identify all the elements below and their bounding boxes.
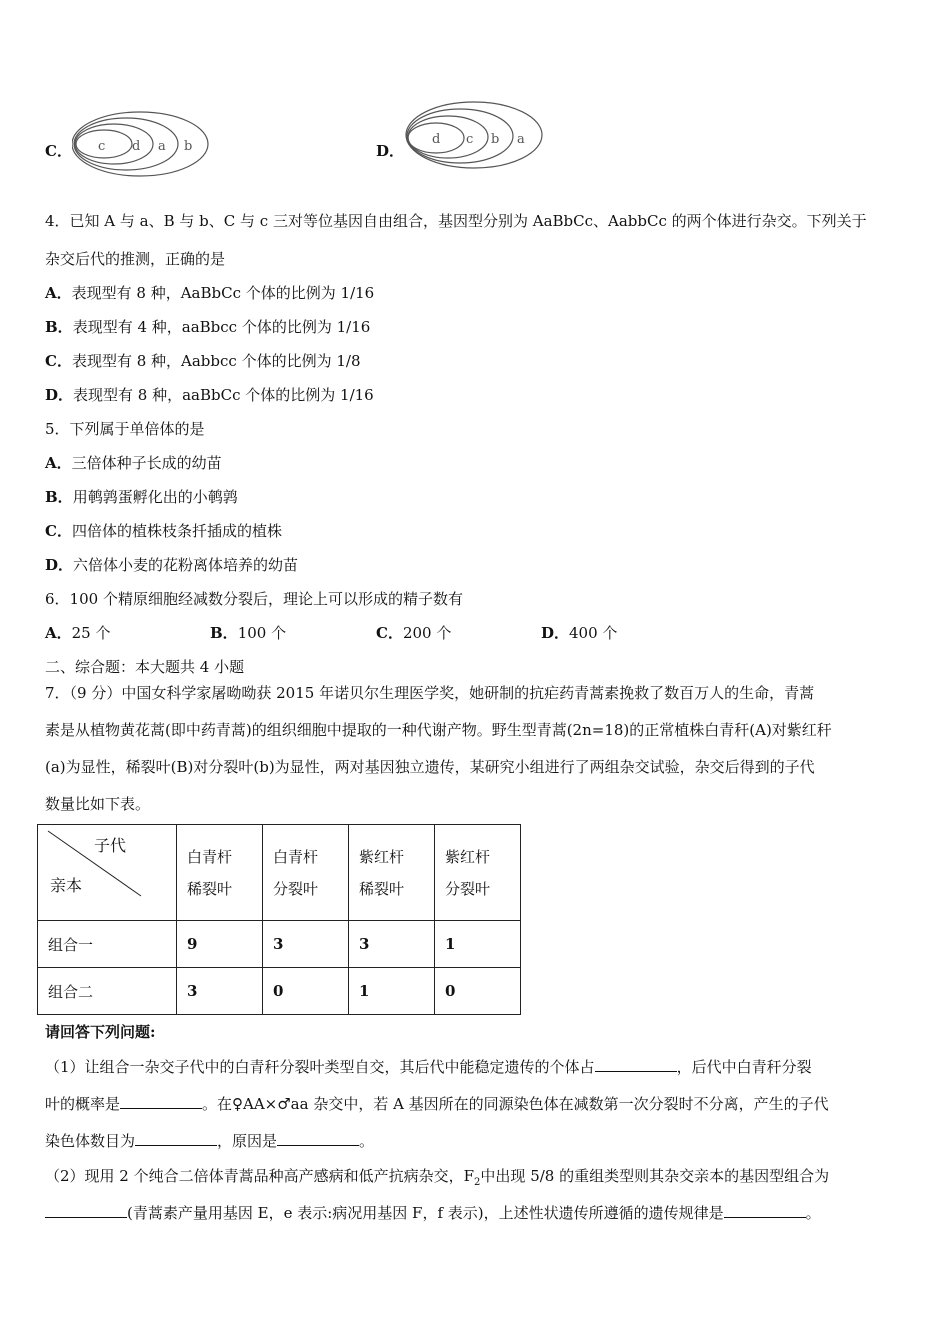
answer-blank[interactable] bbox=[277, 1131, 359, 1146]
q7-stem-line3: (a)为显性，稀裂叶(B)对分裂叶(b)为显性，两对基因独立遗传，某研究小组进行了两组杂交试验，杂交后得到的子代 bbox=[45, 758, 815, 776]
ellipse-label: b bbox=[491, 132, 500, 147]
table-corner-cell bbox=[38, 825, 177, 921]
row-label: 组合一 bbox=[38, 921, 177, 968]
table-cell: 3 bbox=[177, 968, 263, 1015]
q5-stem: 5．下列属于单倍体的是 bbox=[45, 420, 205, 438]
answer-blank[interactable] bbox=[724, 1203, 806, 1218]
q7-part2-line2: (青蒿素产量用基因 E，e 表示:病况用基因 F，f 表示)，上述性状遗传所遵循的遗传规律是 。 bbox=[45, 1202, 821, 1223]
table-cell: 3 bbox=[263, 921, 349, 968]
q5-option-b: B．用鹌鹑蛋孵化出的小鹌鹑 bbox=[45, 488, 238, 506]
corner-bottom-label: 亲本 bbox=[50, 876, 83, 895]
corner-top-label: 子代 bbox=[94, 836, 127, 855]
q4-stem-cont: 杂交后代的推测，正确的是 bbox=[45, 250, 226, 268]
table-cell: 0 bbox=[435, 968, 521, 1015]
q4-option-d: D．表现型有 8 种，aaBbCc 个体的比例为 1/16 bbox=[45, 386, 374, 404]
ellipse-label: d bbox=[432, 132, 441, 147]
answer-blank[interactable] bbox=[45, 1203, 127, 1218]
ellipse-label: b bbox=[184, 139, 193, 154]
q7-part1-line3: 染色体数目为 ，原因是 。 bbox=[45, 1132, 375, 1150]
ellipse-label: c bbox=[98, 139, 106, 154]
ellipse-label: a bbox=[517, 132, 525, 147]
q6-option-b: B．100 个 bbox=[210, 624, 287, 642]
q7-part2-line1: （2）现用 2 个纯合二倍体青蒿品种高产感病和低产抗病杂交，$F_2$中出现 5/8 的重组类型则其杂交亲本的基因型组合为 bbox=[45, 1167, 830, 1188]
column-header: 紫红杆 分裂叶 bbox=[435, 825, 521, 921]
q4-option-c: C．表现型有 8 种，Aabbcc 个体的比例为 1/8 bbox=[45, 352, 361, 370]
answer-blank[interactable] bbox=[120, 1094, 202, 1109]
q7-stem-line1: 7．（9 分）中国女科学家屠呦呦获 2015 年诺贝尔生理医学奖，她研制的抗疟药青蒿素挽救了数百万人的生命，青蒿 bbox=[45, 684, 815, 702]
q6-option-a: A．25 个 bbox=[45, 624, 111, 642]
q5-option-c: C．四倍体的植株枝条扦插成的植株 bbox=[45, 522, 282, 540]
q7-data-table bbox=[37, 824, 521, 1015]
q6-stem: 6．100 个精原细胞经减数分裂后，理论上可以形成的精子数有 bbox=[45, 590, 463, 608]
table-cell: 9 bbox=[177, 921, 263, 968]
q7-prompt: 请回答下列问题: bbox=[45, 1023, 156, 1041]
answer-blank[interactable] bbox=[135, 1131, 217, 1146]
table-row bbox=[38, 921, 521, 968]
table-cell: 3 bbox=[349, 921, 435, 968]
q4-option-b: B．表现型有 4 种，aaBbcc 个体的比例为 1/16 bbox=[45, 318, 371, 336]
ellipse-2 bbox=[75, 124, 153, 164]
diagram-c-label: C． bbox=[45, 142, 72, 160]
q7-part1-line2: 叶的概率是 。在♀AA×♂aa 杂交中，若 A 基因所在的同源染色体在减数第一次分裂时不分离，产生的子代 bbox=[45, 1095, 829, 1113]
table-header-row bbox=[38, 825, 521, 921]
q6-option-c: C．200 个 bbox=[376, 624, 452, 642]
table-cell: 1 bbox=[435, 921, 521, 968]
q6-option-d: D．400 个 bbox=[541, 624, 618, 642]
q5-option-d: D．六倍体小麦的花粉离体培养的幼苗 bbox=[45, 556, 299, 574]
q4-stem: 4．已知 A 与 a、B 与 b、C 与 c 三对等位基因自由组合，基因型分别为 AaBbCc、AabbCc 的两个体进行杂交。下列关于 bbox=[45, 212, 867, 230]
answer-blank[interactable] bbox=[595, 1057, 677, 1072]
q5-option-a: A．三倍体种子长成的幼苗 bbox=[45, 454, 222, 472]
diagram-d-venn bbox=[404, 98, 546, 170]
ellipse-label: d bbox=[132, 139, 141, 154]
table-cell: 1 bbox=[349, 968, 435, 1015]
q7-stem-line4: 数量比如下表。 bbox=[45, 795, 151, 813]
diagram-c-venn bbox=[72, 106, 214, 178]
q4-option-a: A．表现型有 8 种，AaBbCc 个体的比例为 1/16 bbox=[45, 284, 375, 302]
ellipse-label: a bbox=[158, 139, 166, 154]
row-label: 组合二 bbox=[38, 968, 177, 1015]
column-header: 白青杆 分裂叶 bbox=[263, 825, 349, 921]
ellipse-label: c bbox=[466, 132, 474, 147]
diagram-d-label: D． bbox=[376, 142, 405, 160]
column-header: 白青杆 稀裂叶 bbox=[177, 825, 263, 921]
q7-part1-line1: （1）让组合一杂交子代中的白青秆分裂叶类型自交，其后代中能稳定遗传的个体占 ，后代中白青秆分裂 bbox=[45, 1058, 812, 1076]
column-header: 紫红杆 稀裂叶 bbox=[349, 825, 435, 921]
q7-stem-line2: 素是从植物黄花蒿(即中药青蒿)的组织细胞中提取的一种代谢产物。野生型青蒿(2n=18)的正常植株白青秆(A)对紫红秆 bbox=[45, 721, 832, 739]
section-title: 二、综合题：本大题共 4 小题 bbox=[45, 658, 245, 676]
table-cell: 0 bbox=[263, 968, 349, 1015]
table-row bbox=[38, 968, 521, 1015]
